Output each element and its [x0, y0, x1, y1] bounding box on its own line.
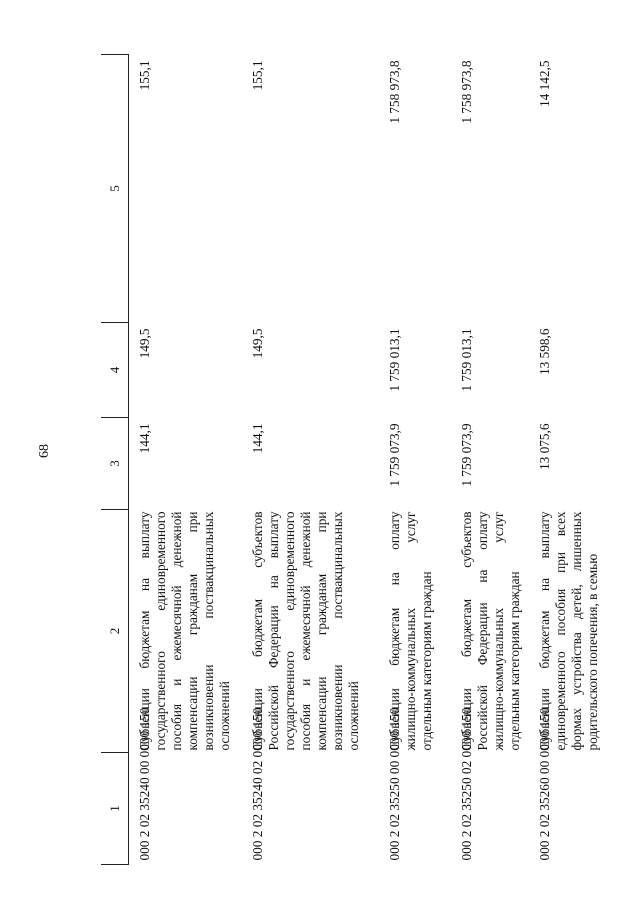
header-col-4: 4	[101, 323, 129, 418]
value-col-3-cell: 13 075,6	[536, 423, 552, 471]
description-cell: Субвенции бюджетам субъектов Российской Федерации на оплату жилищно-коммунальных услуг отдельным категориям граждан	[458, 511, 522, 751]
table-frame	[101, 55, 640, 865]
rotated-table-container	[101, 55, 640, 865]
budget-code-cell: 000 2 02 35250 00 0000 150	[386, 707, 402, 861]
budget-code-cell: 000 2 02 35240 00 0000 150	[137, 707, 152, 861]
value-col-5-cell: 155,1	[137, 60, 152, 91]
value-col-4-cell: 1 759 013,1	[386, 328, 402, 392]
description-cell: Субвенции бюджетам на выплату единовременного пособия при всех формах устройства детей, лишенных родительского попечения, в семью	[536, 511, 600, 751]
header-col-1: 1	[101, 753, 129, 865]
page-number: 68	[37, 444, 52, 458]
value-col-5-cell: 14 142,5	[536, 60, 552, 108]
table-row	[451, 55, 529, 865]
header-col-2: 2	[101, 510, 129, 753]
budget-code-cell: 000 2 02 35260 00 0000 150	[536, 707, 552, 861]
value-col-4-cell: 13 598,6	[536, 328, 552, 376]
value-col-5-cell: 155,1	[249, 60, 265, 91]
value-col-4-cell: 149,5	[137, 328, 152, 359]
budget-code-cell: 000 2 02 35250 02 0000 150	[458, 707, 474, 861]
table-row	[129, 55, 242, 865]
value-col-3-cell: 1 759 073,9	[458, 423, 474, 487]
budget-code-cell: 000 2 02 35240 02 0000 150	[249, 707, 265, 861]
budget-table	[101, 54, 639, 865]
table-header-row	[101, 55, 129, 865]
value-col-3-cell: 144,1	[249, 423, 265, 454]
description-cell: Субвенции бюджетам субъектов Российской Федерации на выплату государственного единовременного пособия и ежемесячной денежной компенсации гражданам при возникновении поствакцинальных осложнений	[249, 511, 361, 751]
value-col-5-cell: 1 758 973,8	[386, 60, 402, 124]
value-col-4-cell: 1 759 013,1	[458, 328, 474, 392]
value-col-5-cell: 1 758 973,8	[458, 60, 474, 124]
description-cell: Субвенции бюджетам на выплату государственного единовременного пособия и ежемесячной денежной компенсации гражданам при возникновении поствакцинальных осложнений	[137, 511, 232, 751]
value-col-3-cell: 144,1	[137, 423, 152, 454]
table-row	[379, 55, 451, 865]
header-col-5: 5	[101, 55, 129, 323]
header-col-3: 3	[101, 418, 129, 510]
table-row	[529, 55, 639, 865]
value-col-4-cell: 149,5	[249, 328, 265, 359]
table-row	[242, 55, 379, 865]
value-col-3-cell: 1 759 073,9	[386, 423, 402, 487]
description-cell: Субвенции бюджетам на оплату жилищно-коммунальных услуг отдельным категориям граждан	[386, 511, 434, 751]
